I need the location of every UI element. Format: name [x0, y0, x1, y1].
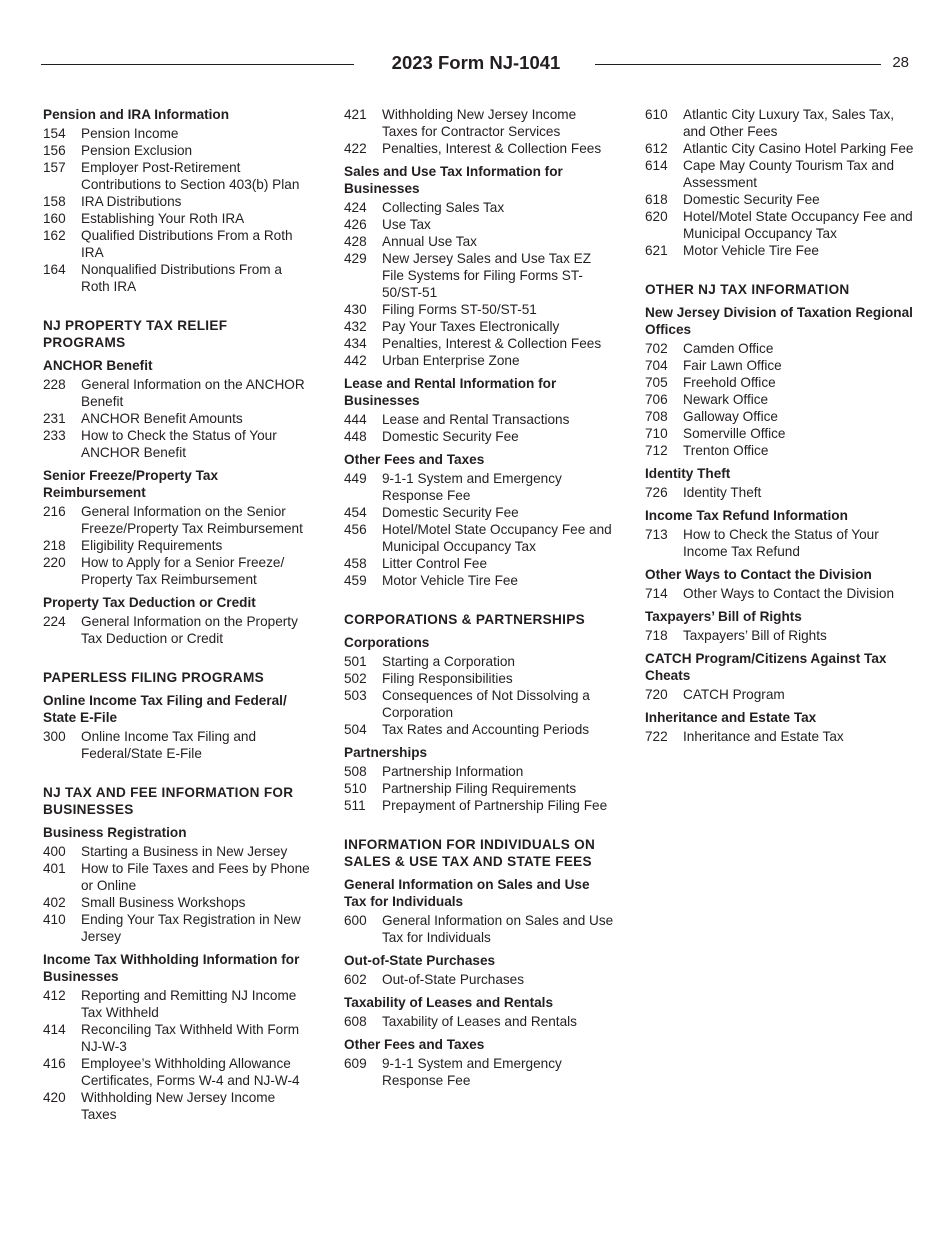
topic-number: 712	[645, 443, 668, 458]
topic-title: Starting a Corporation	[382, 654, 515, 669]
topic-title: Camden Office	[683, 341, 774, 356]
topic-item-609	[344, 1055, 614, 1089]
topic-number: 720	[645, 687, 668, 702]
column-middle	[344, 106, 614, 1095]
topic-title: 9-1-1 System and Emergency Response Fee	[382, 471, 562, 503]
topic-item-220	[43, 554, 313, 588]
section-heading-nj-tax-and-fee-information-for-businesses: NJ TAX AND FEE INFORMATION FOR BUSINESSES	[43, 785, 294, 817]
topic-title: Inheritance and Estate Tax	[683, 729, 844, 744]
topic-list	[344, 912, 614, 946]
topic-list	[645, 340, 915, 459]
topic-title: Withholding New Jersey Income Taxes	[81, 1090, 276, 1122]
topic-title: Galloway Office	[683, 409, 778, 424]
topic-list	[344, 971, 614, 988]
topic-item-218	[43, 537, 313, 554]
topic-title: Pension Income	[81, 126, 179, 141]
topic-title: CATCH Program	[683, 687, 785, 702]
topic-item-722	[645, 728, 915, 745]
subsection-heading-income-tax-refund-information: Income Tax Refund Information	[645, 508, 848, 523]
topic-title: Taxpayers’ Bill of Rights	[683, 628, 827, 643]
topic-title: How to Apply for a Senior Freeze/ Property Tax Reimbursement	[81, 555, 285, 587]
page-number: 28	[892, 54, 909, 71]
topic-list	[344, 1055, 614, 1089]
topic-number: 704	[645, 358, 668, 373]
topic-title: 9-1-1 System and Emergency Response Fee	[382, 1056, 562, 1088]
topic-item-154	[43, 125, 313, 142]
topic-number: 458	[344, 556, 367, 571]
topic-item-508	[344, 763, 614, 780]
topic-title: Domestic Security Fee	[382, 505, 519, 520]
topic-item-426	[344, 216, 614, 233]
section-heading-nj-property-tax-relief-programs: NJ PROPERTY TAX RELIEF PROGRAMS	[43, 318, 228, 350]
topic-title: Trenton Office	[683, 443, 769, 458]
subsection-heading-inheritance-and-estate-tax: Inheritance and Estate Tax	[645, 710, 817, 725]
topic-item-231	[43, 410, 313, 427]
topic-item-429	[344, 250, 614, 301]
subsection-heading-business-registration: Business Registration	[43, 825, 187, 840]
topic-title: How to Check the Status of Your ANCHOR Benefit	[81, 428, 277, 460]
topic-list	[645, 686, 915, 703]
topic-number: 233	[43, 428, 66, 443]
topic-item-216	[43, 503, 313, 537]
topic-title: How to File Taxes and Fees by Phone or Online	[81, 861, 310, 893]
topic-list	[344, 470, 614, 589]
subsection-heading-senior-freeze-property-tax-reimbursement: Senior Freeze/Property Tax Reimbursement	[43, 468, 219, 500]
topic-number: 448	[344, 429, 367, 444]
topic-number: 158	[43, 194, 66, 209]
topic-list	[344, 106, 614, 157]
section-heading-information-for-individuals-on-sales-use-tax-and-state-fees: INFORMATION FOR INDIVIDUALS ON SALES & USE TAX AND STATE FEES	[344, 837, 596, 869]
topic-item-421	[344, 106, 614, 140]
topic-number: 416	[43, 1056, 66, 1071]
topic-item-510	[344, 780, 614, 797]
topic-number: 602	[344, 972, 367, 987]
topic-item-621	[645, 242, 915, 259]
topic-item-400	[43, 843, 313, 860]
topic-item-612	[645, 140, 915, 157]
column-right	[645, 106, 915, 751]
topic-number: 504	[344, 722, 367, 737]
topic-number: 726	[645, 485, 668, 500]
topic-list	[344, 199, 614, 369]
subsection-heading-property-tax-deduction-or-credit: Property Tax Deduction or Credit	[43, 595, 256, 610]
header-rule-left	[41, 64, 354, 65]
topic-item-158	[43, 193, 313, 210]
subsection-heading-catch-program-citizens-against-tax-cheats: CATCH Program/Citizens Against Tax Cheats	[645, 651, 887, 683]
topic-item-712	[645, 442, 915, 459]
topic-title: Taxability of Leases and Rentals	[382, 1014, 577, 1029]
topic-title: Reconciling Tax Withheld With Form NJ-W-3	[81, 1022, 300, 1054]
topic-title: Domestic Security Fee	[683, 192, 820, 207]
topic-item-710	[645, 425, 915, 442]
topic-title: Pension Exclusion	[81, 143, 193, 158]
topic-number: 511	[344, 798, 366, 813]
topic-list	[645, 585, 915, 602]
topic-number: 220	[43, 555, 66, 570]
topic-number: 422	[344, 141, 367, 156]
topic-item-502	[344, 670, 614, 687]
topic-title: Online Income Tax Filing and Federal/State E-File	[81, 729, 257, 761]
topic-number: 162	[43, 228, 66, 243]
topic-title: General Information on the Property Tax Deduction or Credit	[81, 614, 298, 646]
topic-number: 609	[344, 1056, 367, 1071]
topic-item-704	[645, 357, 915, 374]
topic-number: 706	[645, 392, 668, 407]
topic-list	[645, 526, 915, 560]
topic-title: Reporting and Remitting NJ Income Tax Withheld	[81, 988, 297, 1020]
topic-item-233	[43, 427, 313, 461]
topic-item-434	[344, 335, 614, 352]
topic-item-422	[344, 140, 614, 157]
topic-item-708	[645, 408, 915, 425]
topic-title: Motor Vehicle Tire Fee	[382, 573, 518, 588]
topic-number: 502	[344, 671, 367, 686]
topic-number: 503	[344, 688, 367, 703]
topic-number: 459	[344, 573, 367, 588]
topic-number: 600	[344, 913, 367, 928]
column-left	[43, 106, 313, 1129]
topic-title: Pay Your Taxes Electronically	[382, 319, 560, 334]
topic-item-456	[344, 521, 614, 555]
page-title: 2023 Form NJ-1041	[391, 52, 561, 73]
section-heading-other-nj-tax-information: OTHER NJ TAX INFORMATION	[645, 282, 850, 297]
subsection-heading-general-information-on-sales-and-use-tax-for-individuals: General Information on Sales and Use Tax for Individuals	[344, 877, 590, 909]
topic-item-726	[645, 484, 915, 501]
subsection-heading-anchor-benefit: ANCHOR Benefit	[43, 358, 153, 373]
topic-title: Domestic Security Fee	[382, 429, 519, 444]
topic-list	[43, 125, 313, 295]
subsection-heading-lease-and-rental-information-for-businesses: Lease and Rental Information for Businesses	[344, 376, 557, 408]
topic-number: 231	[43, 411, 66, 426]
subsection-heading-new-jersey-division-of-taxation-regional-offices: New Jersey Division of Taxation Regional Offices	[645, 305, 913, 337]
topic-item-714	[645, 585, 915, 602]
topic-title: Use Tax	[382, 217, 431, 232]
topic-number: 164	[43, 262, 66, 277]
topic-title: ANCHOR Benefit Amounts	[81, 411, 243, 426]
topic-title: General Information on the ANCHOR Benefit	[81, 377, 305, 409]
topic-title: Cape May County Tourism Tax and Assessment	[683, 158, 895, 190]
subsection-heading-other-ways-to-contact-the-division: Other Ways to Contact the Division	[645, 567, 872, 582]
topic-number: 216	[43, 504, 66, 519]
topic-list	[645, 627, 915, 644]
topic-list	[344, 411, 614, 445]
subsection-heading-other-fees-and-taxes: Other Fees and Taxes	[344, 1037, 485, 1052]
topic-number: 620	[645, 209, 668, 224]
topic-number: 156	[43, 143, 66, 158]
topic-item-610	[645, 106, 915, 140]
subsection-heading-pension-and-ira-information: Pension and IRA Information	[43, 107, 230, 122]
topic-number: 618	[645, 192, 668, 207]
topic-number: 400	[43, 844, 66, 859]
topic-title: General Information on the Senior Freeze/Property Tax Reimbursement	[81, 504, 303, 536]
topic-title: Consequences of Not Dissolving a Corporation	[382, 688, 590, 720]
topic-number: 154	[43, 126, 66, 141]
topic-title: Establishing Your Roth IRA	[81, 211, 245, 226]
topic-title: Collecting Sales Tax	[382, 200, 505, 215]
topic-number: 608	[344, 1014, 367, 1029]
topic-item-224	[43, 613, 313, 647]
topic-item-402	[43, 894, 313, 911]
topic-title: Qualified Distributions From a Roth IRA	[81, 228, 293, 260]
topic-item-157	[43, 159, 313, 193]
topic-number: 402	[43, 895, 66, 910]
topic-number: 412	[43, 988, 66, 1003]
topic-title: Penalties, Interest & Collection Fees	[382, 141, 602, 156]
topic-title: Nonqualified Distributions From a Roth IRA	[81, 262, 282, 294]
topic-number: 218	[43, 538, 66, 553]
topic-item-458	[344, 555, 614, 572]
topic-number: 157	[43, 160, 66, 175]
topic-number: 714	[645, 586, 668, 601]
topic-item-511	[344, 797, 614, 814]
topic-title: Hotel/Motel State Occupancy Fee and Municipal Occupancy Tax	[382, 522, 612, 554]
topic-number: 713	[645, 527, 668, 542]
topic-title: Litter Control Fee	[382, 556, 488, 571]
topic-number: 702	[645, 341, 668, 356]
topic-title: Prepayment of Partnership Filing Fee	[382, 798, 608, 813]
topic-list	[43, 728, 313, 762]
subsection-heading-income-tax-withholding-information-for-businesses: Income Tax Withholding Information for Businesses	[43, 952, 300, 984]
topic-title: How to Check the Status of Your Income Tax Refund	[683, 527, 879, 559]
topic-number: 510	[344, 781, 367, 796]
topic-list	[344, 1013, 614, 1030]
topic-item-164	[43, 261, 313, 295]
topic-title: Atlantic City Luxury Tax, Sales Tax, and Other Fees	[683, 107, 895, 139]
topic-number: 722	[645, 729, 668, 744]
topic-item-432	[344, 318, 614, 335]
topic-item-504	[344, 721, 614, 738]
topic-item-444	[344, 411, 614, 428]
topic-title: Partnership Information	[382, 764, 524, 779]
topic-title: Lease and Rental Transactions	[382, 412, 570, 427]
topic-title: Fair Lawn Office	[683, 358, 782, 373]
topic-number: 612	[645, 141, 668, 156]
topic-number: 610	[645, 107, 668, 122]
topic-item-618	[645, 191, 915, 208]
topic-number: 434	[344, 336, 367, 351]
topic-list	[344, 763, 614, 814]
topic-item-416	[43, 1055, 313, 1089]
topic-number: 444	[344, 412, 367, 427]
subsection-heading-online-income-tax-filing-and-federal-state-e-file: Online Income Tax Filing and Federal/ State E-File	[43, 693, 287, 725]
topic-item-162	[43, 227, 313, 261]
topic-number: 456	[344, 522, 367, 537]
topic-item-448	[344, 428, 614, 445]
topic-title: Filing Responsibilities	[382, 671, 513, 686]
topic-list	[344, 653, 614, 738]
topic-number: 428	[344, 234, 367, 249]
topic-item-428	[344, 233, 614, 250]
topic-item-706	[645, 391, 915, 408]
page-header	[41, 50, 909, 78]
topic-number: 426	[344, 217, 367, 232]
topic-item-600	[344, 912, 614, 946]
section-heading-corporations-partnerships: CORPORATIONS & PARTNERSHIPS	[344, 612, 585, 627]
topic-number: 718	[645, 628, 668, 643]
topic-item-602	[344, 971, 614, 988]
topic-title: Annual Use Tax	[382, 234, 477, 249]
topic-number: 442	[344, 353, 367, 368]
header-rule-right	[595, 64, 881, 65]
topic-list	[43, 613, 313, 647]
topic-title: IRA Distributions	[81, 194, 182, 209]
subsection-heading-identity-theft: Identity Theft	[645, 466, 731, 481]
topic-item-401	[43, 860, 313, 894]
subsection-heading-other-fees-and-taxes: Other Fees and Taxes	[344, 452, 485, 467]
subsection-heading-sales-and-use-tax-information-for-businesses: Sales and Use Tax Information for Businesses	[344, 164, 563, 196]
topic-title: Hotel/Motel State Occupancy Fee and Municipal Occupancy Tax	[683, 209, 913, 241]
subsection-heading-out-of-state-purchases: Out-of-State Purchases	[344, 953, 496, 968]
topic-number: 224	[43, 614, 66, 629]
topic-item-705	[645, 374, 915, 391]
topic-title: Penalties, Interest & Collection Fees	[382, 336, 602, 351]
topic-number: 621	[645, 243, 668, 258]
topic-item-459	[344, 572, 614, 589]
subsection-heading-partnerships: Partnerships	[344, 745, 428, 760]
topic-number: 421	[344, 107, 367, 122]
topic-title: Tax Rates and Accounting Periods	[382, 722, 590, 737]
topic-number: 414	[43, 1022, 66, 1037]
subsection-heading-taxpayers-bill-of-rights: Taxpayers’ Bill of Rights	[645, 609, 802, 624]
topic-item-300	[43, 728, 313, 762]
topic-title: Employer Post-Retirement Contributions to Section 403(b) Plan	[81, 160, 300, 192]
topic-item-501	[344, 653, 614, 670]
topic-item-620	[645, 208, 915, 242]
topic-title: Ending Your Tax Registration in New Jersey	[81, 912, 301, 944]
topic-item-503	[344, 687, 614, 721]
topic-title: Filing Forms ST-50/ST-51	[382, 302, 537, 317]
topic-number: 454	[344, 505, 367, 520]
topic-title: Other Ways to Contact the Division	[683, 586, 895, 601]
topic-number: 228	[43, 377, 66, 392]
topic-number: 401	[43, 861, 66, 876]
topic-item-228	[43, 376, 313, 410]
topic-item-713	[645, 526, 915, 560]
topic-title: Freehold Office	[683, 375, 776, 390]
topic-number: 508	[344, 764, 367, 779]
topic-item-420	[43, 1089, 313, 1123]
topic-item-614	[645, 157, 915, 191]
topic-number: 501	[344, 654, 367, 669]
topic-title: Identity Theft	[683, 485, 762, 500]
topic-item-412	[43, 987, 313, 1021]
topic-title: Eligibility Requirements	[81, 538, 223, 553]
topic-list	[43, 376, 313, 461]
topic-list	[645, 484, 915, 501]
topic-item-454	[344, 504, 614, 521]
subsection-heading-corporations: Corporations	[344, 635, 430, 650]
topic-number: 432	[344, 319, 367, 334]
topic-number: 708	[645, 409, 668, 424]
topic-item-160	[43, 210, 313, 227]
topic-title: Motor Vehicle Tire Fee	[683, 243, 819, 258]
topic-number: 424	[344, 200, 367, 215]
topic-item-718	[645, 627, 915, 644]
topic-item-449	[344, 470, 614, 504]
topic-title: Withholding New Jersey Income Taxes for Contractor Services	[382, 107, 577, 139]
topic-number: 429	[344, 251, 367, 266]
section-heading-paperless-filing-programs: PAPERLESS FILING PROGRAMS	[43, 670, 264, 685]
topic-title: General Information on Sales and Use Tax for Individuals	[382, 913, 614, 945]
topic-title: Starting a Business in New Jersey	[81, 844, 288, 859]
topic-number: 614	[645, 158, 668, 173]
topic-item-442	[344, 352, 614, 369]
topic-item-608	[344, 1013, 614, 1030]
topic-list	[645, 106, 915, 259]
topic-list	[645, 728, 915, 745]
topic-list	[43, 987, 313, 1123]
topic-item-430	[344, 301, 614, 318]
topic-title: Out-of-State Purchases	[382, 972, 525, 987]
topic-title: Partnership Filing Requirements	[382, 781, 577, 796]
topic-list	[43, 503, 313, 588]
topic-number: 410	[43, 912, 66, 927]
topic-number: 420	[43, 1090, 66, 1105]
topic-item-156	[43, 142, 313, 159]
topic-title: Urban Enterprise Zone	[382, 353, 520, 368]
topic-number: 430	[344, 302, 367, 317]
topic-title: New Jersey Sales and Use Tax EZ File Systems for Filing Forms ST-50/ST-51	[382, 251, 592, 300]
topic-list	[43, 843, 313, 945]
topic-number: 449	[344, 471, 367, 486]
topic-number: 705	[645, 375, 668, 390]
topic-number: 160	[43, 211, 66, 226]
topic-title: Somerville Office	[683, 426, 786, 441]
topic-title: Atlantic City Casino Hotel Parking Fee	[683, 141, 914, 156]
topic-number: 710	[645, 426, 668, 441]
topic-item-702	[645, 340, 915, 357]
topic-item-720	[645, 686, 915, 703]
topic-item-414	[43, 1021, 313, 1055]
topic-item-410	[43, 911, 313, 945]
topic-item-424	[344, 199, 614, 216]
subsection-heading-taxability-of-leases-and-rentals: Taxability of Leases and Rentals	[344, 995, 554, 1010]
topic-title: Small Business Workshops	[81, 895, 246, 910]
topic-number: 300	[43, 729, 66, 744]
topic-title: Employee’s Withholding Allowance Certificates, Forms W-4 and NJ-W-4	[81, 1056, 300, 1088]
topic-title: Newark Office	[683, 392, 769, 407]
